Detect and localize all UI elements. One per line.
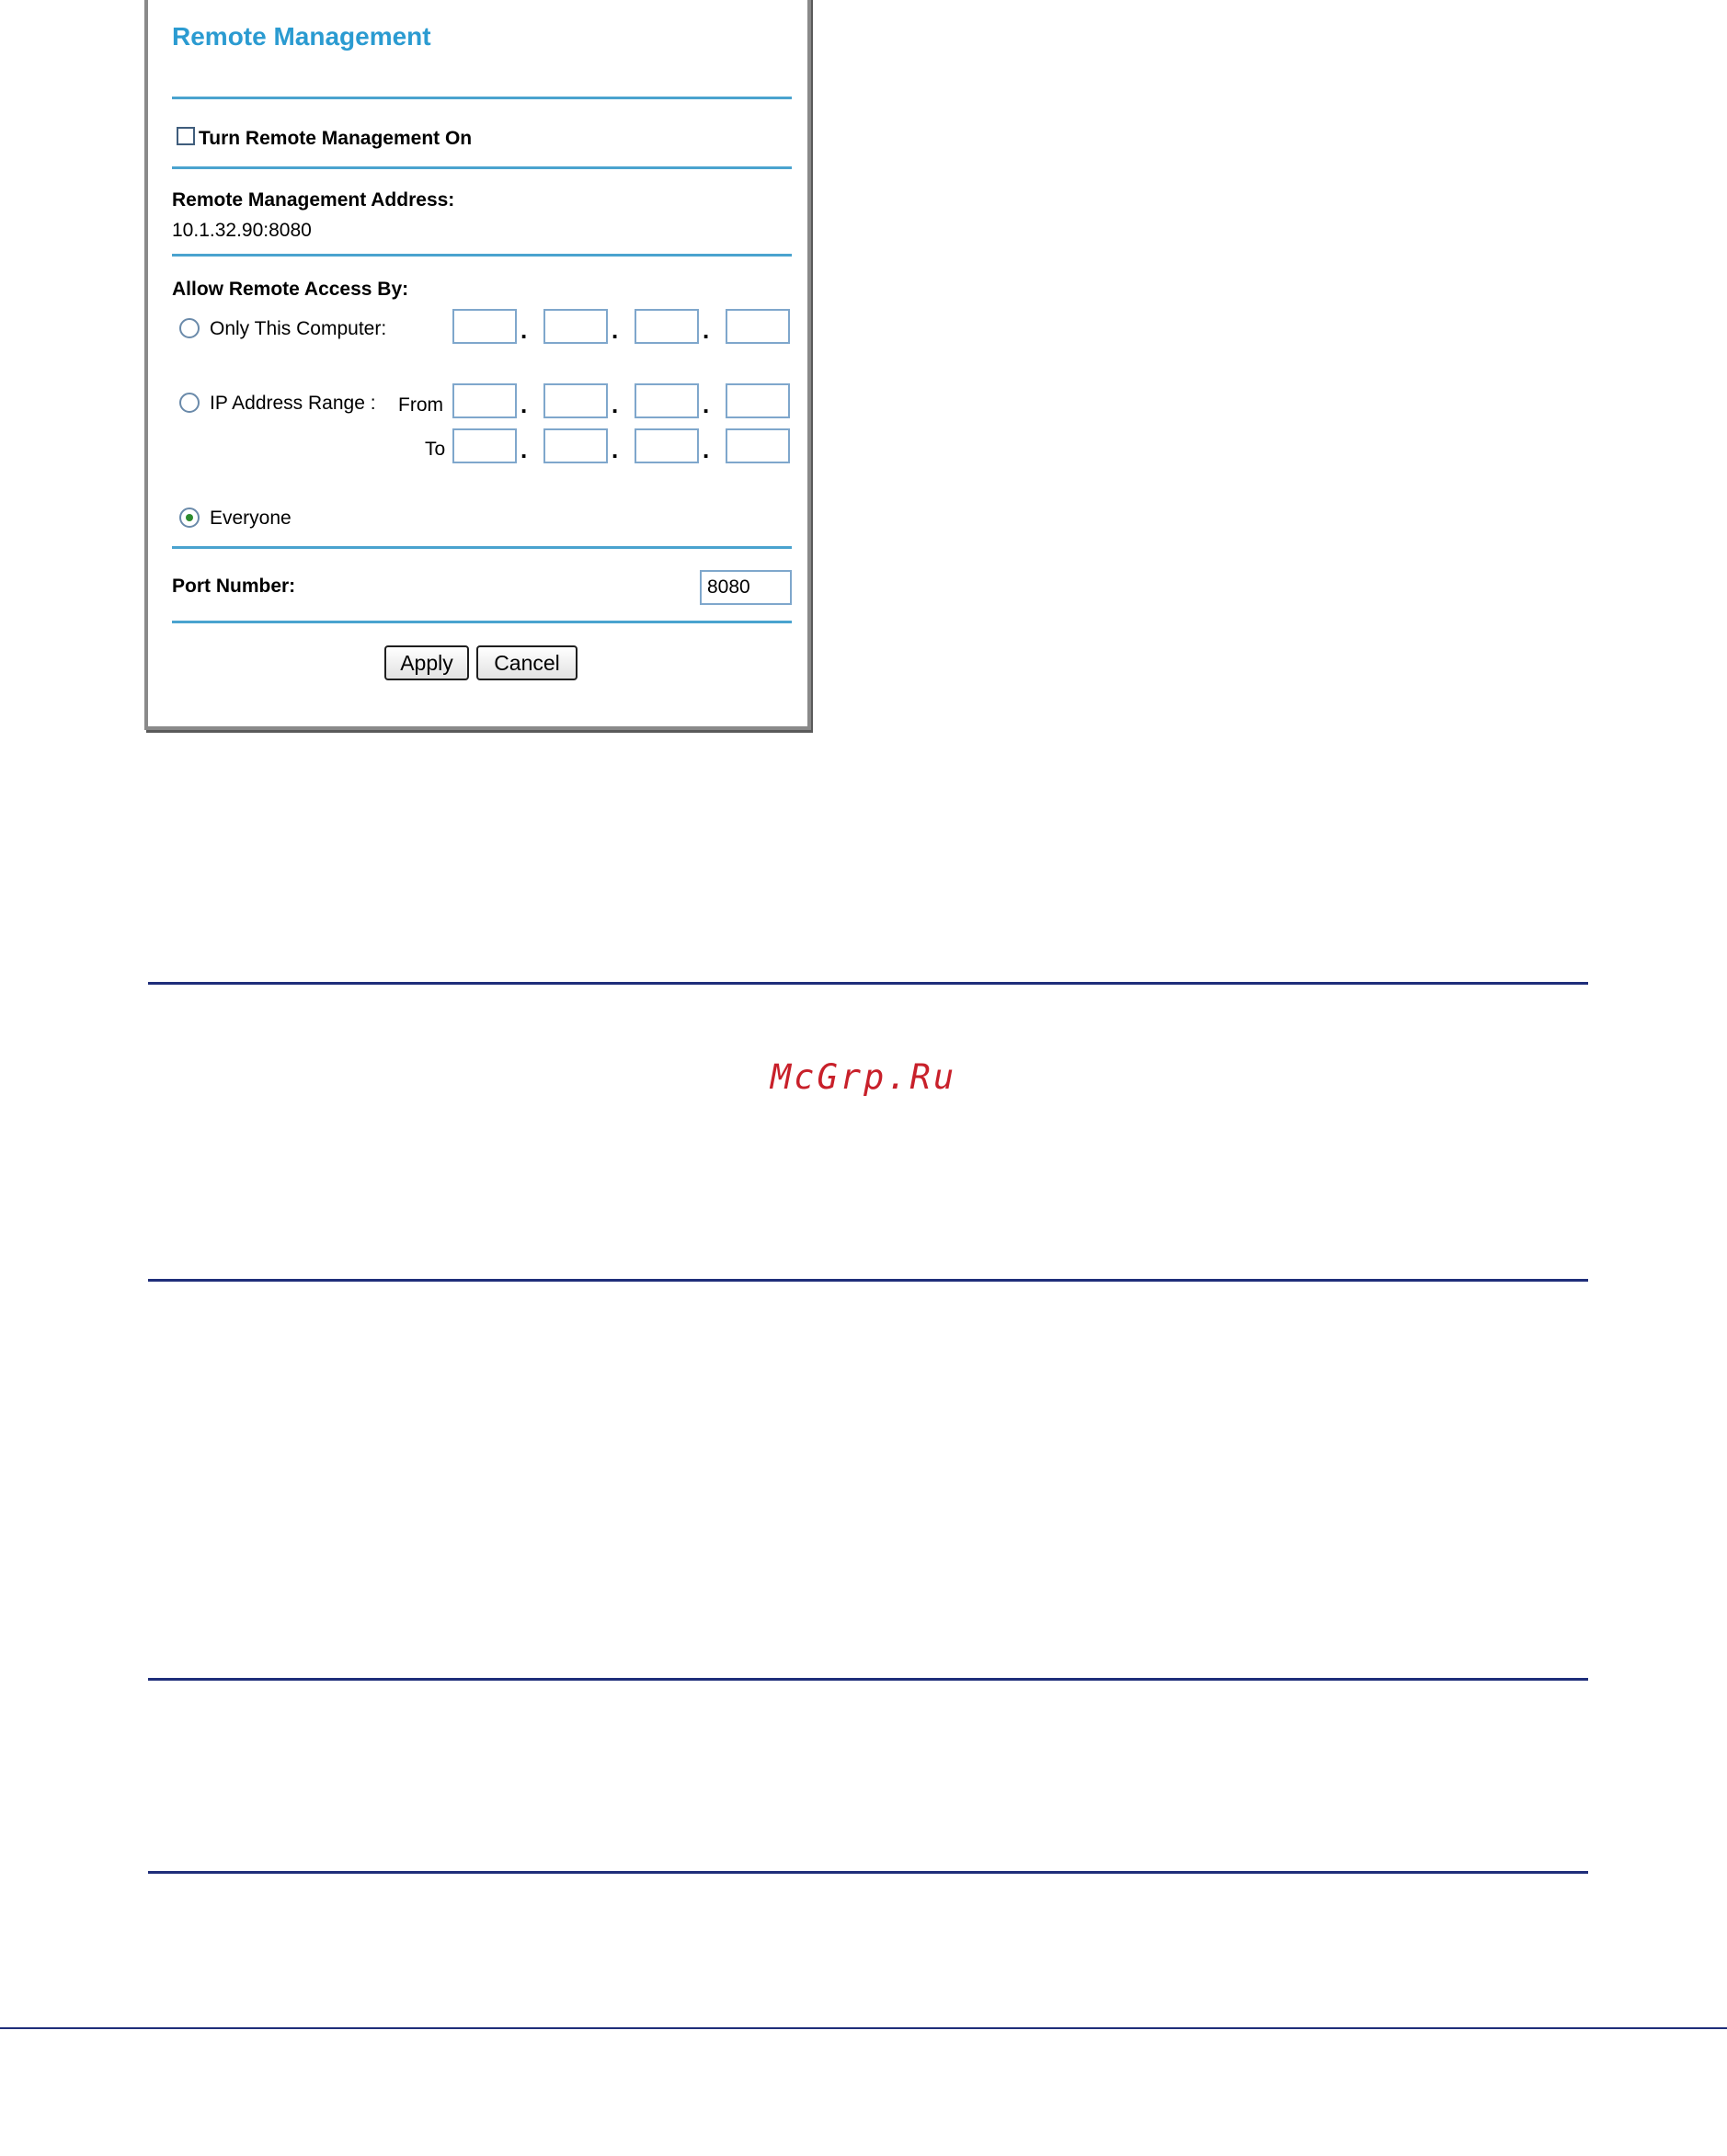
ip-address-range-label: IP Address Range : bbox=[210, 393, 376, 414]
watermark-text: McGrp.Ru bbox=[770, 1057, 957, 1097]
ip-dot-separator: . bbox=[703, 436, 710, 463]
range-from-octet-4[interactable] bbox=[726, 383, 790, 418]
turn-remote-management-label: Turn Remote Management On bbox=[199, 128, 473, 149]
only-this-computer-radio[interactable] bbox=[179, 318, 200, 338]
only-computer-ip-octet-1[interactable] bbox=[452, 309, 517, 344]
apply-button[interactable]: Apply bbox=[384, 645, 469, 680]
divider bbox=[172, 97, 792, 99]
remote-management-address-label: Remote Management Address: bbox=[172, 189, 455, 211]
range-from-octet-1[interactable] bbox=[452, 383, 517, 418]
divider bbox=[172, 546, 792, 549]
only-computer-ip-octet-2[interactable] bbox=[543, 309, 608, 344]
ip-dot-separator: . bbox=[612, 391, 619, 418]
range-from-label: From bbox=[398, 394, 443, 416]
range-to-octet-2[interactable] bbox=[543, 428, 608, 463]
range-to-octet-3[interactable] bbox=[635, 428, 699, 463]
remote-management-address-value: 10.1.32.90:8080 bbox=[172, 220, 312, 241]
footer-rule bbox=[0, 2027, 1727, 2029]
ip-address-range-radio[interactable] bbox=[179, 393, 200, 413]
divider bbox=[172, 166, 792, 169]
divider bbox=[172, 621, 792, 623]
range-from-octet-3[interactable] bbox=[635, 383, 699, 418]
remote-management-panel bbox=[144, 0, 811, 730]
range-from-octet-2[interactable] bbox=[543, 383, 608, 418]
radio-selected-dot bbox=[186, 514, 193, 521]
only-computer-ip-octet-4[interactable] bbox=[726, 309, 790, 344]
range-to-octet-4[interactable] bbox=[726, 428, 790, 463]
range-to-label: To bbox=[425, 439, 446, 460]
page-rule bbox=[148, 1678, 1588, 1681]
panel-title: Remote Management bbox=[172, 22, 431, 51]
turn-remote-management-checkbox[interactable] bbox=[177, 127, 195, 145]
ip-dot-separator: . bbox=[612, 316, 619, 344]
only-computer-ip-octet-3[interactable] bbox=[635, 309, 699, 344]
port-number-label: Port Number: bbox=[172, 576, 296, 597]
divider bbox=[172, 254, 792, 257]
page-rule bbox=[148, 982, 1588, 985]
ip-dot-separator: . bbox=[520, 316, 528, 344]
page-rule bbox=[148, 1279, 1588, 1282]
port-number-input[interactable]: 8080 bbox=[700, 570, 792, 605]
allow-remote-access-label: Allow Remote Access By: bbox=[172, 279, 409, 300]
range-to-octet-1[interactable] bbox=[452, 428, 517, 463]
only-this-computer-label: Only This Computer: bbox=[210, 318, 387, 339]
page-rule bbox=[148, 1871, 1588, 1874]
ip-dot-separator: . bbox=[703, 316, 710, 344]
everyone-radio[interactable] bbox=[179, 508, 200, 528]
ip-dot-separator: . bbox=[612, 436, 619, 463]
ip-dot-separator: . bbox=[520, 436, 528, 463]
ip-dot-separator: . bbox=[520, 391, 528, 418]
cancel-button[interactable]: Cancel bbox=[476, 645, 578, 680]
everyone-label: Everyone bbox=[210, 508, 292, 529]
ip-dot-separator: . bbox=[703, 391, 710, 418]
